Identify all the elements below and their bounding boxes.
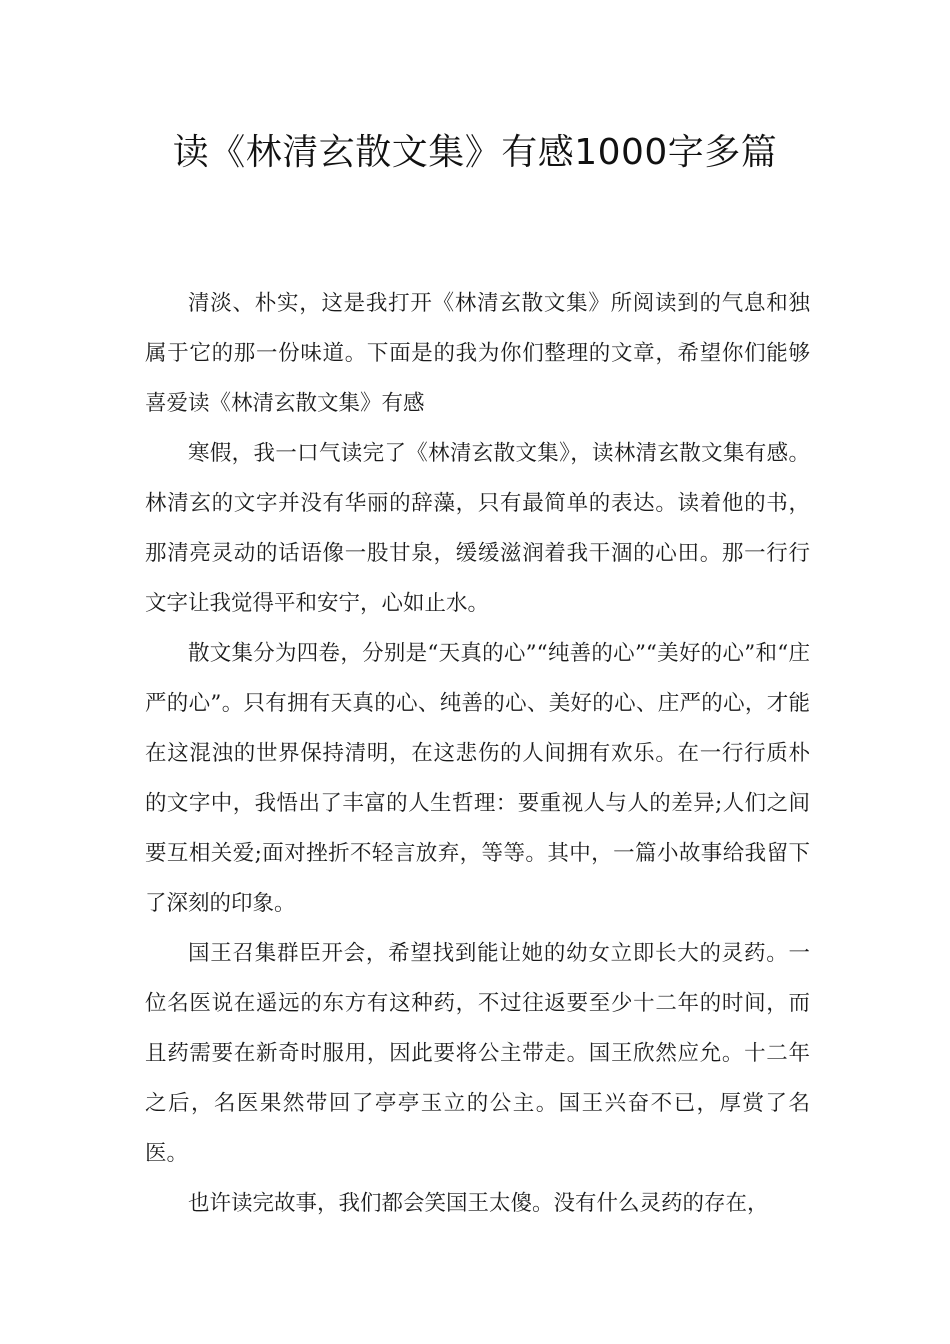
paragraph-four-volumes: 散文集分为四卷，分别是“天真的心”“纯善的心”“美好的心”和“庄严的心”。只有拥有天真的心、纯善的心、美好的心、庄严的心，才能在这混浊的世界保持清明，在这悲伤的人间拥有欢乐。在一行行质朴的文字中，我悟出了丰富的人生哲理：要重视人与人的差异;人们之间要互相关爱;面对挫折不轻言放弃，等等。其中，一篇小故事给我留下了深刻的印象。 — [145, 641, 810, 916]
paragraph-king-story: 国王召集群臣开会，希望找到能让她的幼女立即长大的灵药。一位名医说在遥远的东方有这种药，不过往返要至少十二年的时间，而且药需要在新奇时服用，因此要将公主带走。国王欣然应允。十二年之后，名医果然带回了亭亭玉立的公主。国王兴奋不已，厚赏了名医。 — [145, 941, 810, 1166]
paragraph-reflection: 也许读完故事，我们都会笑国王太傻。没有什么灵药的存在， — [188, 1191, 769, 1216]
document-body — [145, 279, 810, 1229]
paragraph-intro: 清淡、朴实，这是我打开《林清玄散文集》所阅读到的气息和独属于它的那一份味道。下面是的我为你们整理的文章，希望你们能够喜爱读《林清玄散文集》有感 — [145, 291, 810, 416]
document-title: 读《林清玄散文集》有感1000字多篇 — [172, 132, 778, 173]
paragraph-winter-break: 寒假，我一口气读完了《林清玄散文集》，读林清玄散文集有感。林清玄的文字并没有华丽的辞藻，只有最简单的表达。读着他的书，那清亮灵动的话语像一股甘泉，缓缓滋润着我干涸的心田。那一行行文字让我觉得平和安宁，心如止水。 — [145, 441, 810, 616]
